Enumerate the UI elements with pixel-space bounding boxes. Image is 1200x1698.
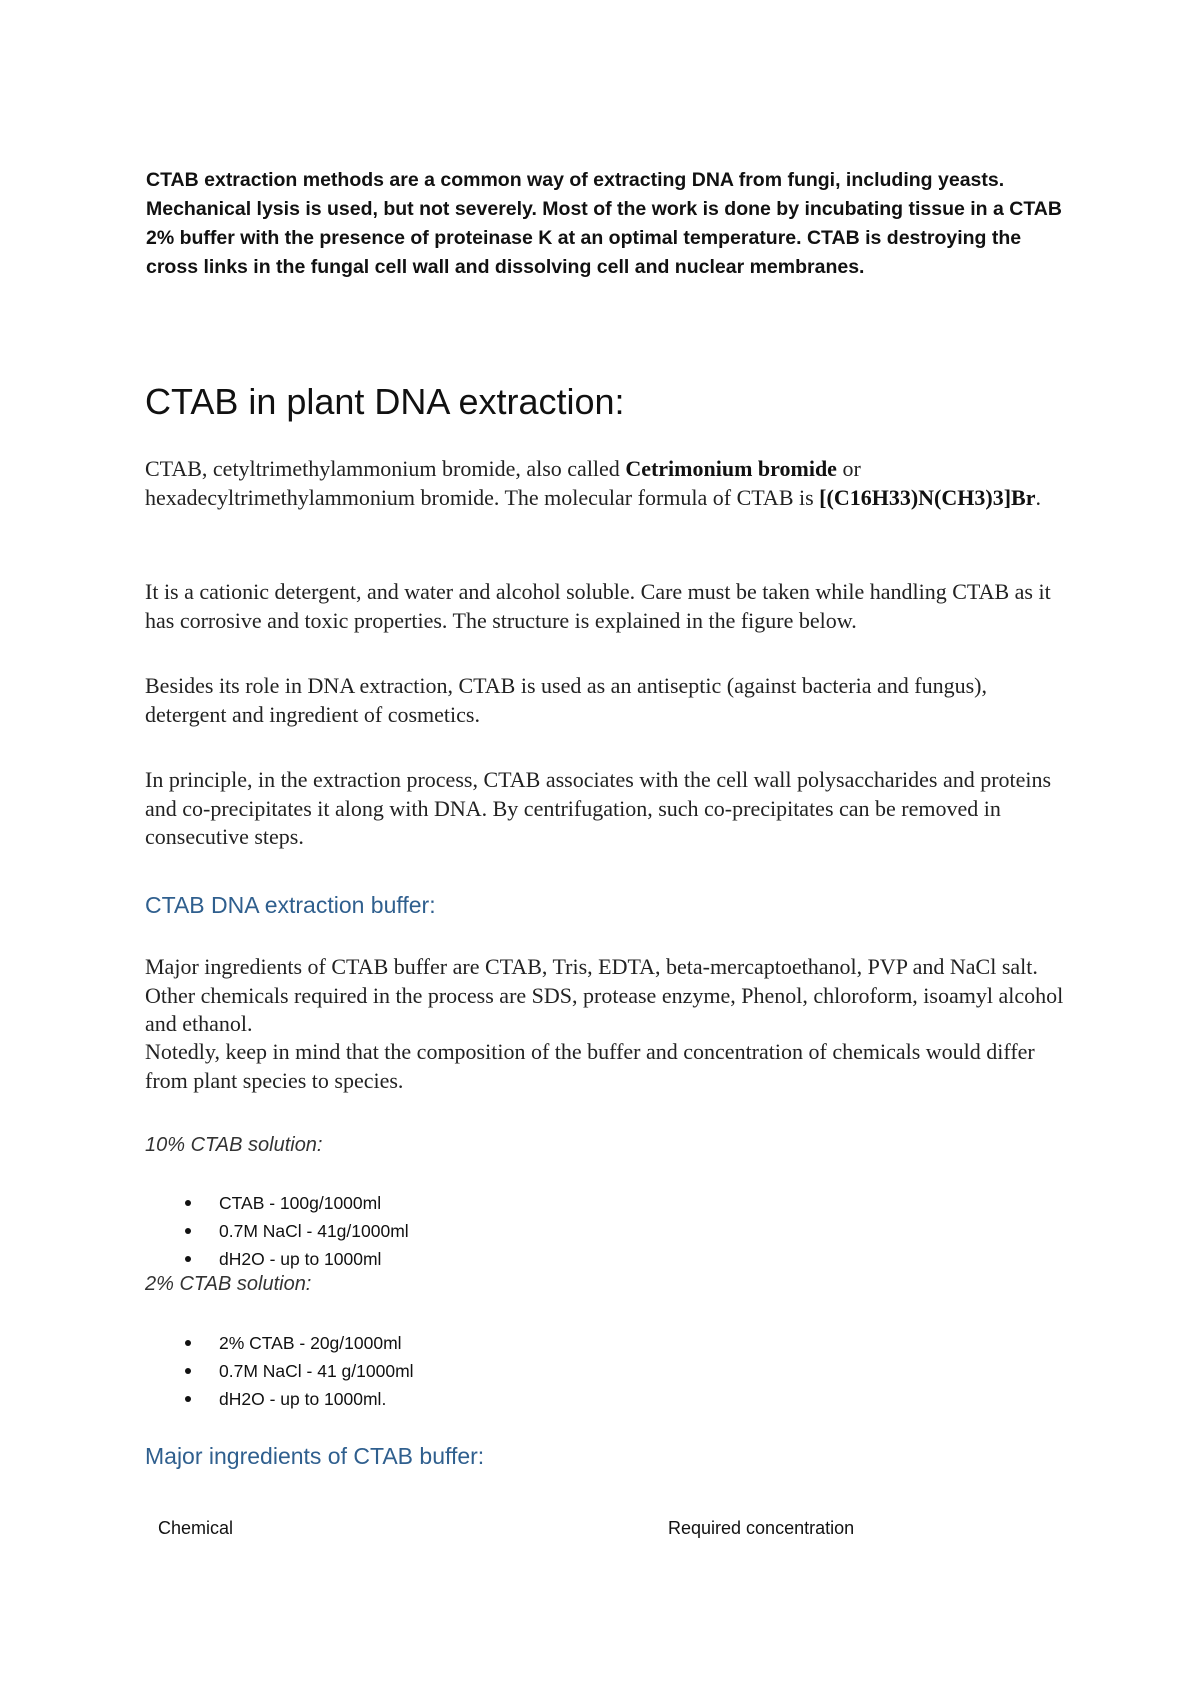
- heading-buffer: CTAB DNA extraction buffer:: [145, 892, 436, 918]
- label-10-percent-solution: 10% CTAB solution:: [145, 1134, 323, 1156]
- list-item: dH2O - up to 1000ml.: [185, 1385, 414, 1413]
- intro-paragraph: CTAB extraction methods are a common way of extracting DNA from fungi, including yeasts. Mechanical lysis is used, but not severely. Most of the work is done by incubating tissue in a CTAB 2% buffer with the presence of proteinase K at an optimal temperature. CTAB is destroying the cross links in the fungal cell wall and dissolving cell and nuclear membranes.: [146, 169, 1062, 278]
- list-item: CTAB - 100g/1000ml: [185, 1189, 409, 1217]
- table-header-chemical: Chemical: [158, 1518, 234, 1538]
- p1-text-3: .: [1035, 484, 1041, 510]
- p1-text-2: or hexadecyltrimethylammonium bromide. The molecular formula of CTAB is: [145, 456, 861, 510]
- paragraph-notedly: Notedly, keep in mind that the composition of the buffer and concentration of chemicals would differ from plant species to species.: [145, 1039, 1035, 1093]
- paragraph-major-ingredients: Major ingredients of CTAB buffer are CTAB, Tris, EDTA, beta-mercaptoethanol, PVP and NaCl salt. Other chemicals required in the process are SDS, protease enzyme, Phenol, chloroform, isoamyl alcohol and ethanol.: [145, 954, 1064, 1036]
- list-item: dH2O - up to 1000ml: [185, 1245, 409, 1273]
- paragraph-cationic-detergent: It is a cationic detergent, and water and alcohol soluble. Care must be taken while handling CTAB as it has corrosive and toxic properties. The structure is explained in the figure below.: [145, 579, 1051, 633]
- paragraph-ctab-definition: [145, 455, 1065, 512]
- p1-text-1: CTAB, cetyltrimethylammonium bromide, also called: [145, 456, 626, 481]
- heading-ingredients: Major ingredients of CTAB buffer:: [145, 1443, 485, 1469]
- paragraph-antiseptic: Besides its role in DNA extraction, CTAB is used as an antiseptic (against bacteria and fungus), detergent and ingredient of cosmetics.: [145, 673, 987, 727]
- paragraph-principle: In principle, in the extraction process, CTAB associates with the cell wall polysaccharides and proteins and co-precipitates it along with DNA. By centrifugation, such co-precipitates can be removed in consecutive steps.: [145, 767, 1052, 849]
- list-2-percent-solution: [185, 1329, 414, 1413]
- p1-bold-formula: [(C16H33)N(CH3)3]Br: [819, 484, 1036, 510]
- list-item: 2% CTAB - 20g/1000ml: [185, 1329, 414, 1357]
- list-10-percent-solution: [185, 1189, 409, 1273]
- list-item: 0.7M NaCl - 41g/1000ml: [185, 1217, 409, 1245]
- list-item: 0.7M NaCl - 41 g/1000ml: [185, 1357, 414, 1385]
- p1-bold-cetrimonium: Cetrimonium bromide: [625, 456, 837, 481]
- table-header-concentration: Required concentration: [668, 1518, 855, 1538]
- main-heading: CTAB in plant DNA extraction:: [145, 381, 625, 422]
- label-2-percent-solution: 2% CTAB solution:: [145, 1273, 312, 1295]
